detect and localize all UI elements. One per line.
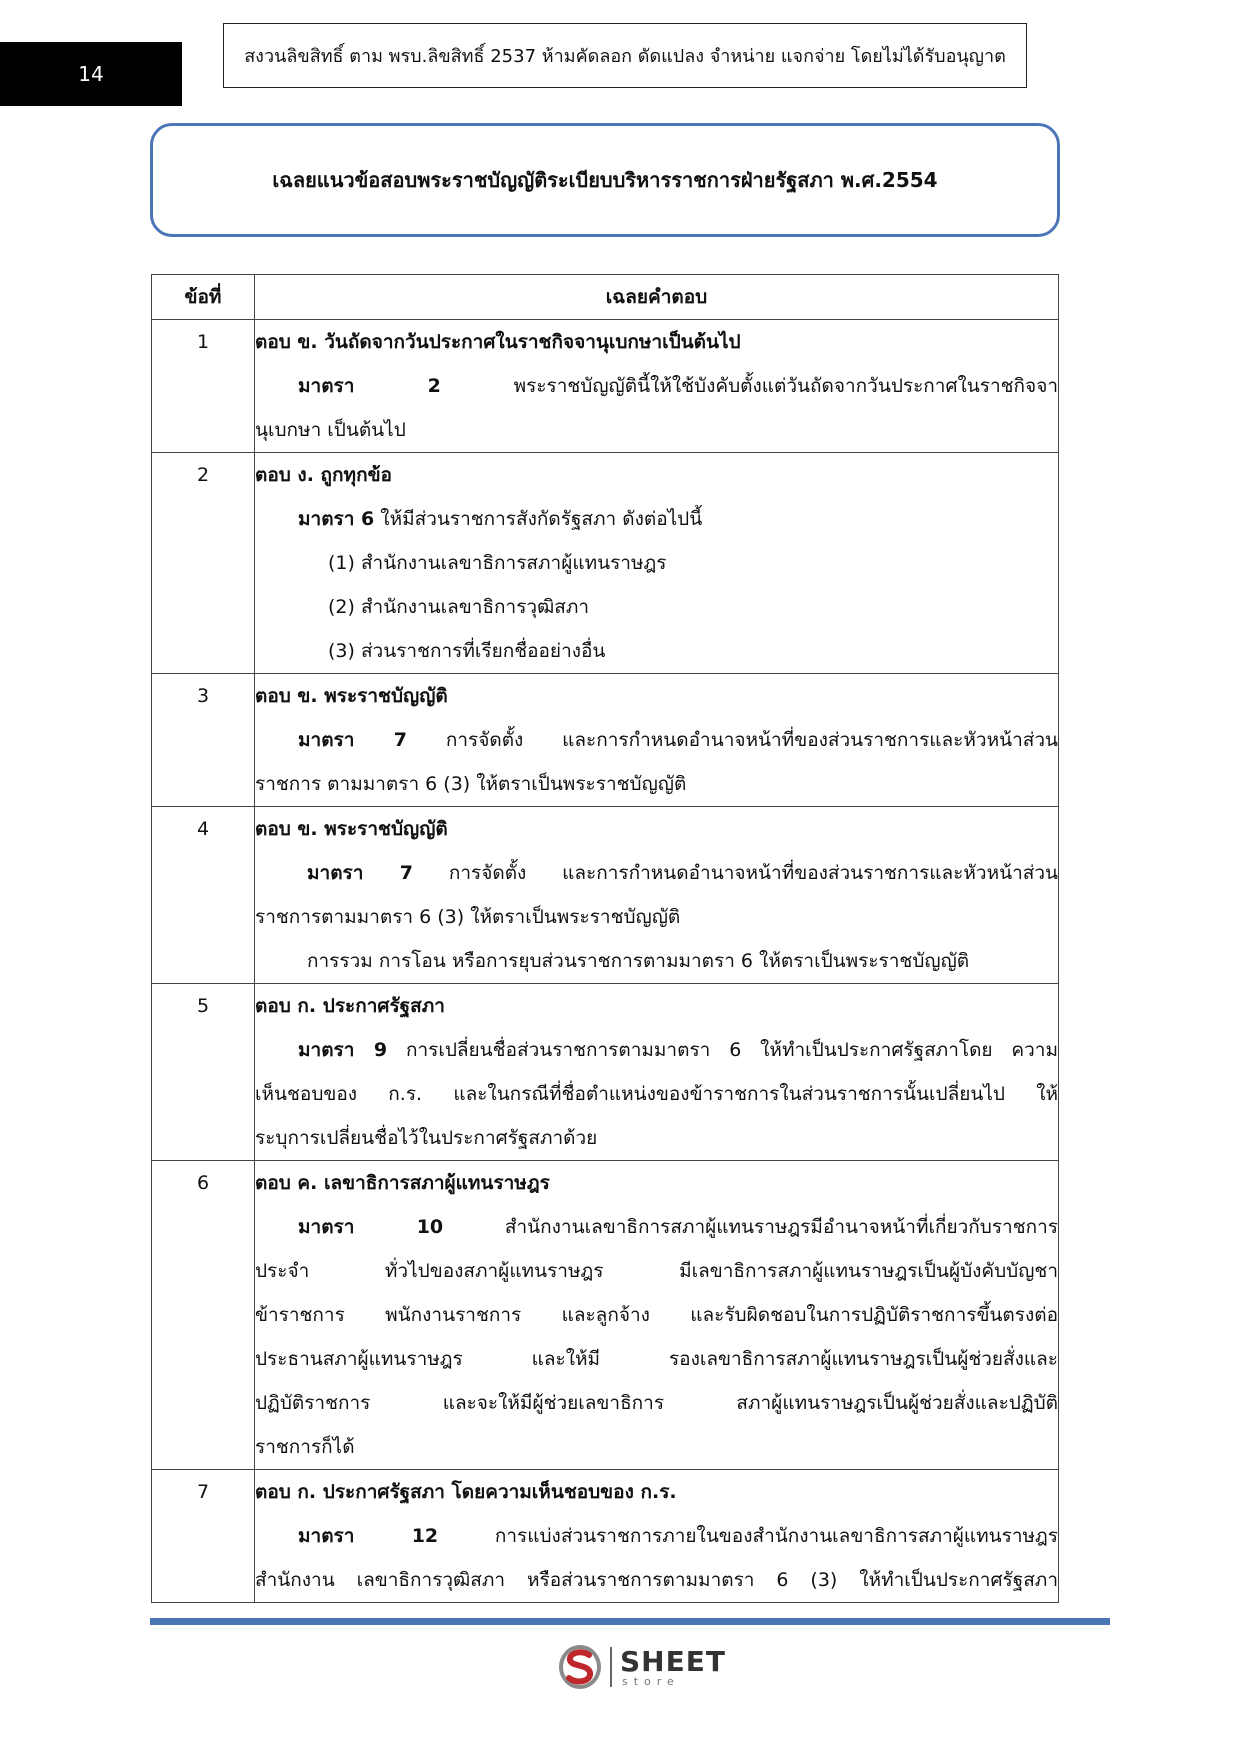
explanation-line	[255, 364, 1058, 408]
answer-cell	[255, 1470, 1059, 1603]
explanation-line: ประธานสภาผู้แทนราษฎร และให้มี รองเลขาธิการสภาผู้แทนราษฎรเป็นผู้ช่วยสั่งและ	[255, 1348, 1058, 1370]
answer-cell	[255, 984, 1059, 1161]
answer-table	[151, 274, 1059, 1603]
list-item: (2) สำนักงานเลขาธิการวุฒิสภา	[328, 596, 590, 618]
question-number: 1	[152, 320, 255, 453]
explanation-line: เห็นชอบของ ก.ร. และในกรณีที่ชื่อตำแหน่งของข้าราชการในส่วนราชการนั้นเปลี่ยนไป ให้	[255, 1083, 1058, 1105]
explanation-text: การจัดตั้ง และการกำหนดอำนาจหน้าที่ของส่วนราชการและหัวหน้าส่วน	[413, 862, 1058, 884]
explanation-line	[255, 851, 1058, 895]
explanation-line: ราชการ ตามมาตรา 6 (3) ให้ตราเป็นพระราชบัญญัติ	[255, 773, 687, 795]
answer-cell	[255, 674, 1059, 807]
explanation-line	[255, 1514, 1058, 1558]
explanation-line: นุเบกษา เป็นต้นไป	[255, 419, 406, 441]
explanation-line: สำนักงาน เลขาธิการวุฒิสภา หรือส่วนราชการตามมาตรา 6 (3) ให้ทำเป็นประกาศรัฐสภา	[255, 1569, 1058, 1591]
explanation-line: ปฏิบัติราชการ และจะให้มีผู้ช่วยเลขาธิการ สภาผู้แทนราษฎรเป็นผู้ช่วยสั่งและปฏิบัติ	[255, 1392, 1058, 1414]
answer-cell	[255, 1161, 1059, 1470]
table-header-row	[152, 275, 1059, 320]
question-number: 2	[152, 453, 255, 674]
question-number: 7	[152, 1470, 255, 1603]
answer-choice: ตอบ ง. ถูกทุกข้อ	[255, 464, 392, 486]
explanation-text: ให้มีส่วนราชการสังกัดรัฐสภา ดังต่อไปนี้	[374, 508, 703, 530]
explanation-line: ประจำ ทั่วไปของสภาผู้แทนราษฎร มีเลขาธิการสภาผู้แทนราษฎรเป็นผู้บังคับบัญชา	[255, 1260, 1058, 1282]
table-row	[152, 674, 1059, 807]
table-row	[152, 453, 1059, 674]
header-answer: เฉลยคำตอบ	[255, 275, 1059, 320]
answer-choice: ตอบ ค. เลขาธิการสภาผู้แทนราษฎร	[255, 1172, 550, 1194]
answer-choice: ตอบ ข. พระราชบัญญัติ	[255, 685, 448, 707]
answer-cell	[255, 453, 1059, 674]
question-number: 6	[152, 1161, 255, 1470]
page-number: 14	[78, 62, 104, 86]
answer-cell	[255, 320, 1059, 453]
question-number: 5	[152, 984, 255, 1161]
explanation-line: ระบุการเปลี่ยนชื่อไว้ในประกาศรัฐสภาด้วย	[255, 1127, 598, 1149]
section-label: มาตรา 9	[298, 1039, 388, 1061]
header-number: ข้อที่	[152, 275, 255, 320]
answer-choice: ตอบ ข. วันถัดจากวันประกาศในราชกิจจานุเบกษาเป็นต้นไป	[255, 331, 741, 353]
table-row	[152, 1161, 1059, 1470]
logo-name: SHEET	[620, 1644, 726, 1678]
explanation-text: การจัดตั้ง และการกำหนดอำนาจหน้าที่ของส่วนราชการและหัวหน้าส่วน	[407, 729, 1058, 751]
list-item: (1) สำนักงานเลขาธิการสภาผู้แทนราษฎร	[328, 552, 667, 574]
explanation-line	[255, 1028, 1058, 1072]
explanation-text: สำนักงานเลขาธิการสภาผู้แทนราษฎรมีอำนาจหน้าที่เกี่ยวกับราชการ	[443, 1216, 1058, 1238]
explanation-text: การเปลี่ยนชื่อส่วนราชการตามมาตรา 6 ให้ทำเป็นประกาศรัฐสภาโดย ความ	[387, 1039, 1058, 1061]
answer-choice: ตอบ ก. ประกาศรัฐสภา	[255, 995, 445, 1017]
list-item: (3) ส่วนราชการที่เรียกชื่ออย่างอื่น	[328, 640, 606, 662]
section-label: มาตรา 7	[307, 862, 414, 884]
answer-choice: ตอบ ก. ประกาศรัฐสภา โดยความเห็นชอบของ ก.ร.	[255, 1481, 677, 1503]
explanation-line: ข้าราชการ พนักงานราชการ และลูกจ้าง และรับผิดชอบในการปฏิบัติราชการขึ้นตรงต่อ	[255, 1304, 1058, 1326]
table-row	[152, 807, 1059, 984]
logo-text	[620, 1644, 726, 1688]
copyright-notice: สงวนลิขสิทธิ์ ตาม พรบ.ลิขสิทธิ์ 2537 ห้ามคัดลอก ดัดแปลง จำหน่าย แจกจ่าย โดยไม่ได้รับอนุญาต	[223, 23, 1027, 88]
table-row	[152, 984, 1059, 1161]
answer-choice: ตอบ ข. พระราชบัญญัติ	[255, 818, 448, 840]
section-label: มาตรา 10	[298, 1216, 444, 1238]
explanation-line: ราชการก็ได้	[255, 1436, 355, 1458]
section-label: มาตรา 2	[298, 375, 441, 397]
page-number-badge	[0, 42, 182, 106]
footer-rule	[150, 1618, 1110, 1625]
question-number: 4	[152, 807, 255, 984]
table-row	[152, 1470, 1059, 1603]
logo-sub: store	[622, 1674, 680, 1688]
sheet-store-logo-icon	[556, 1642, 604, 1692]
explanation-line	[255, 1205, 1058, 1249]
explanation-line	[255, 718, 1058, 762]
logo-separator	[610, 1647, 612, 1687]
page-title: เฉลยแนวข้อสอบพระราชบัญญัติระเบียบบริหารราชการฝ่ายรัฐสภา พ.ศ.2554	[150, 123, 1060, 237]
answer-cell	[255, 807, 1059, 984]
section-label: มาตรา 12	[298, 1525, 439, 1547]
section-label: มาตรา 7	[298, 729, 408, 751]
explanation-line	[255, 497, 1058, 541]
explanation-line: การรวม การโอน หรือการยุบส่วนราชการตามมาตรา 6 ให้ตราเป็นพระราชบัญญัติ	[307, 950, 970, 972]
explanation-text: การแบ่งส่วนราชการภายในของสำนักงานเลขาธิการสภาผู้แทนราษฎร	[438, 1525, 1058, 1547]
sheet-store-logo	[556, 1640, 726, 1694]
explanation-text: พระราชบัญญัตินี้ให้ใช้บังคับตั้งแต่วันถัดจากวันประกาศในราชกิจจา	[440, 375, 1058, 397]
explanation-line: ราชการตามมาตรา 6 (3) ให้ตราเป็นพระราชบัญญัติ	[255, 906, 681, 928]
table-row	[152, 320, 1059, 453]
section-label: มาตรา 6	[298, 508, 375, 530]
question-number: 3	[152, 674, 255, 807]
